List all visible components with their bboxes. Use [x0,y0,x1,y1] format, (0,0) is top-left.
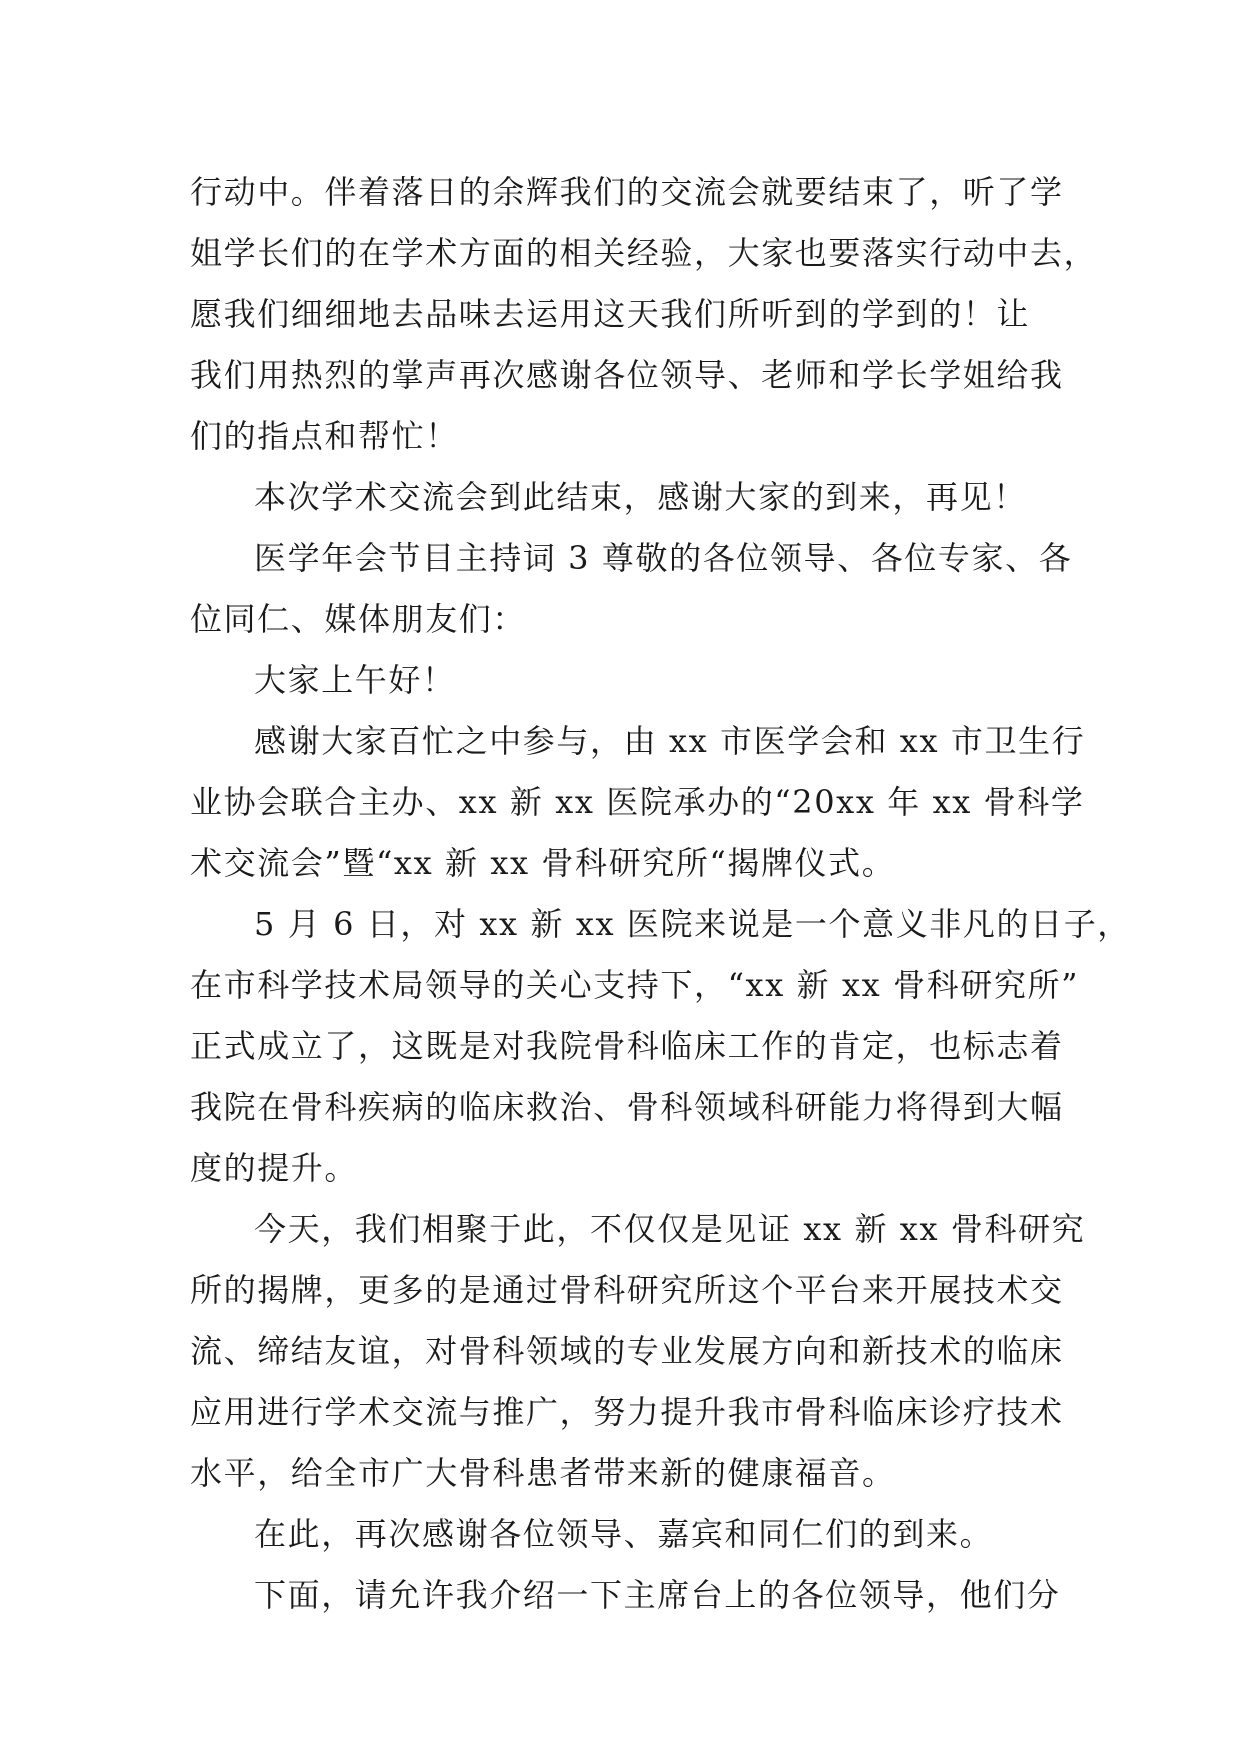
text-line: 感谢大家百忙之中参与，由 xx 市医学会和 xx 市卫生行 [254,722,1086,760]
text-line: 所的揭牌，更多的是通过骨科研究所这个平台来开展技术交 [190,1271,1064,1309]
text-line: 术交流会”暨“xx 新 xx 骨科研究所“揭牌仪式。 [190,844,896,882]
text-line: 本次学术交流会到此结束，感谢大家的到来，再见！ [254,478,1027,516]
text-line: 下面，请允许我介绍一下主席台上的各位领导，他们分 [254,1576,1061,1614]
text-line: 水平，给全市广大骨科患者带来新的健康福音。 [190,1454,896,1492]
text-line: 正式成立了，这既是对我院骨科临床工作的肯定，也标志着 [190,1027,1064,1065]
text-line: 应用进行学术交流与推广，努力提升我市骨科临床诊疗技术 [190,1393,1064,1431]
text-line: 大家上午好！ [254,661,456,699]
text-line: 位同仁、媒体朋友们： [190,600,527,638]
text-line: 今天，我们相聚于此，不仅仅是见证 xx 新 xx 骨科研究 [254,1210,1086,1248]
text-line: 行动中。伴着落日的余辉我们的交流会就要结束了，听了学 [190,173,1064,211]
text-line: 我们用热烈的掌声再次感谢各位领导、老师和学长学姐给我 [190,356,1064,394]
text-line: 医学年会节目主持词 3 尊敬的各位领导、各位专家、各 [254,539,1073,577]
text-line: 5 月 6 日，对 xx 新 xx 医院来说是一个意义非凡的日子， [254,905,1131,943]
text-line: 姐学长们的在学术方面的相关经验，大家也要落实行动中去， [190,234,1098,272]
text-line: 度的提升。 [190,1149,359,1187]
text-line: 们的指点和帮忙！ [190,417,459,455]
text-line: 业协会联合主办、xx 新 xx 医院承办的“20xx 年 xx 骨科学 [190,783,1085,821]
text-line: 愿我们细细地去品味去运用这天我们所听到的学到的！让 [190,295,1031,333]
text-line: 流、缔结友谊，对骨科领域的专业发展方向和新技术的临床 [190,1332,1064,1370]
text-line: 在此，再次感谢各位领导、嘉宾和同仁们的到来。 [254,1515,994,1553]
document-body [190,162,1131,1626]
text-line: 在市科学技术局领导的关心支持下，“xx 新 xx 骨科研究所” [190,966,1080,1004]
text-line: 我院在骨科疾病的临床救治、骨科领域科研能力将得到大幅 [190,1088,1064,1126]
